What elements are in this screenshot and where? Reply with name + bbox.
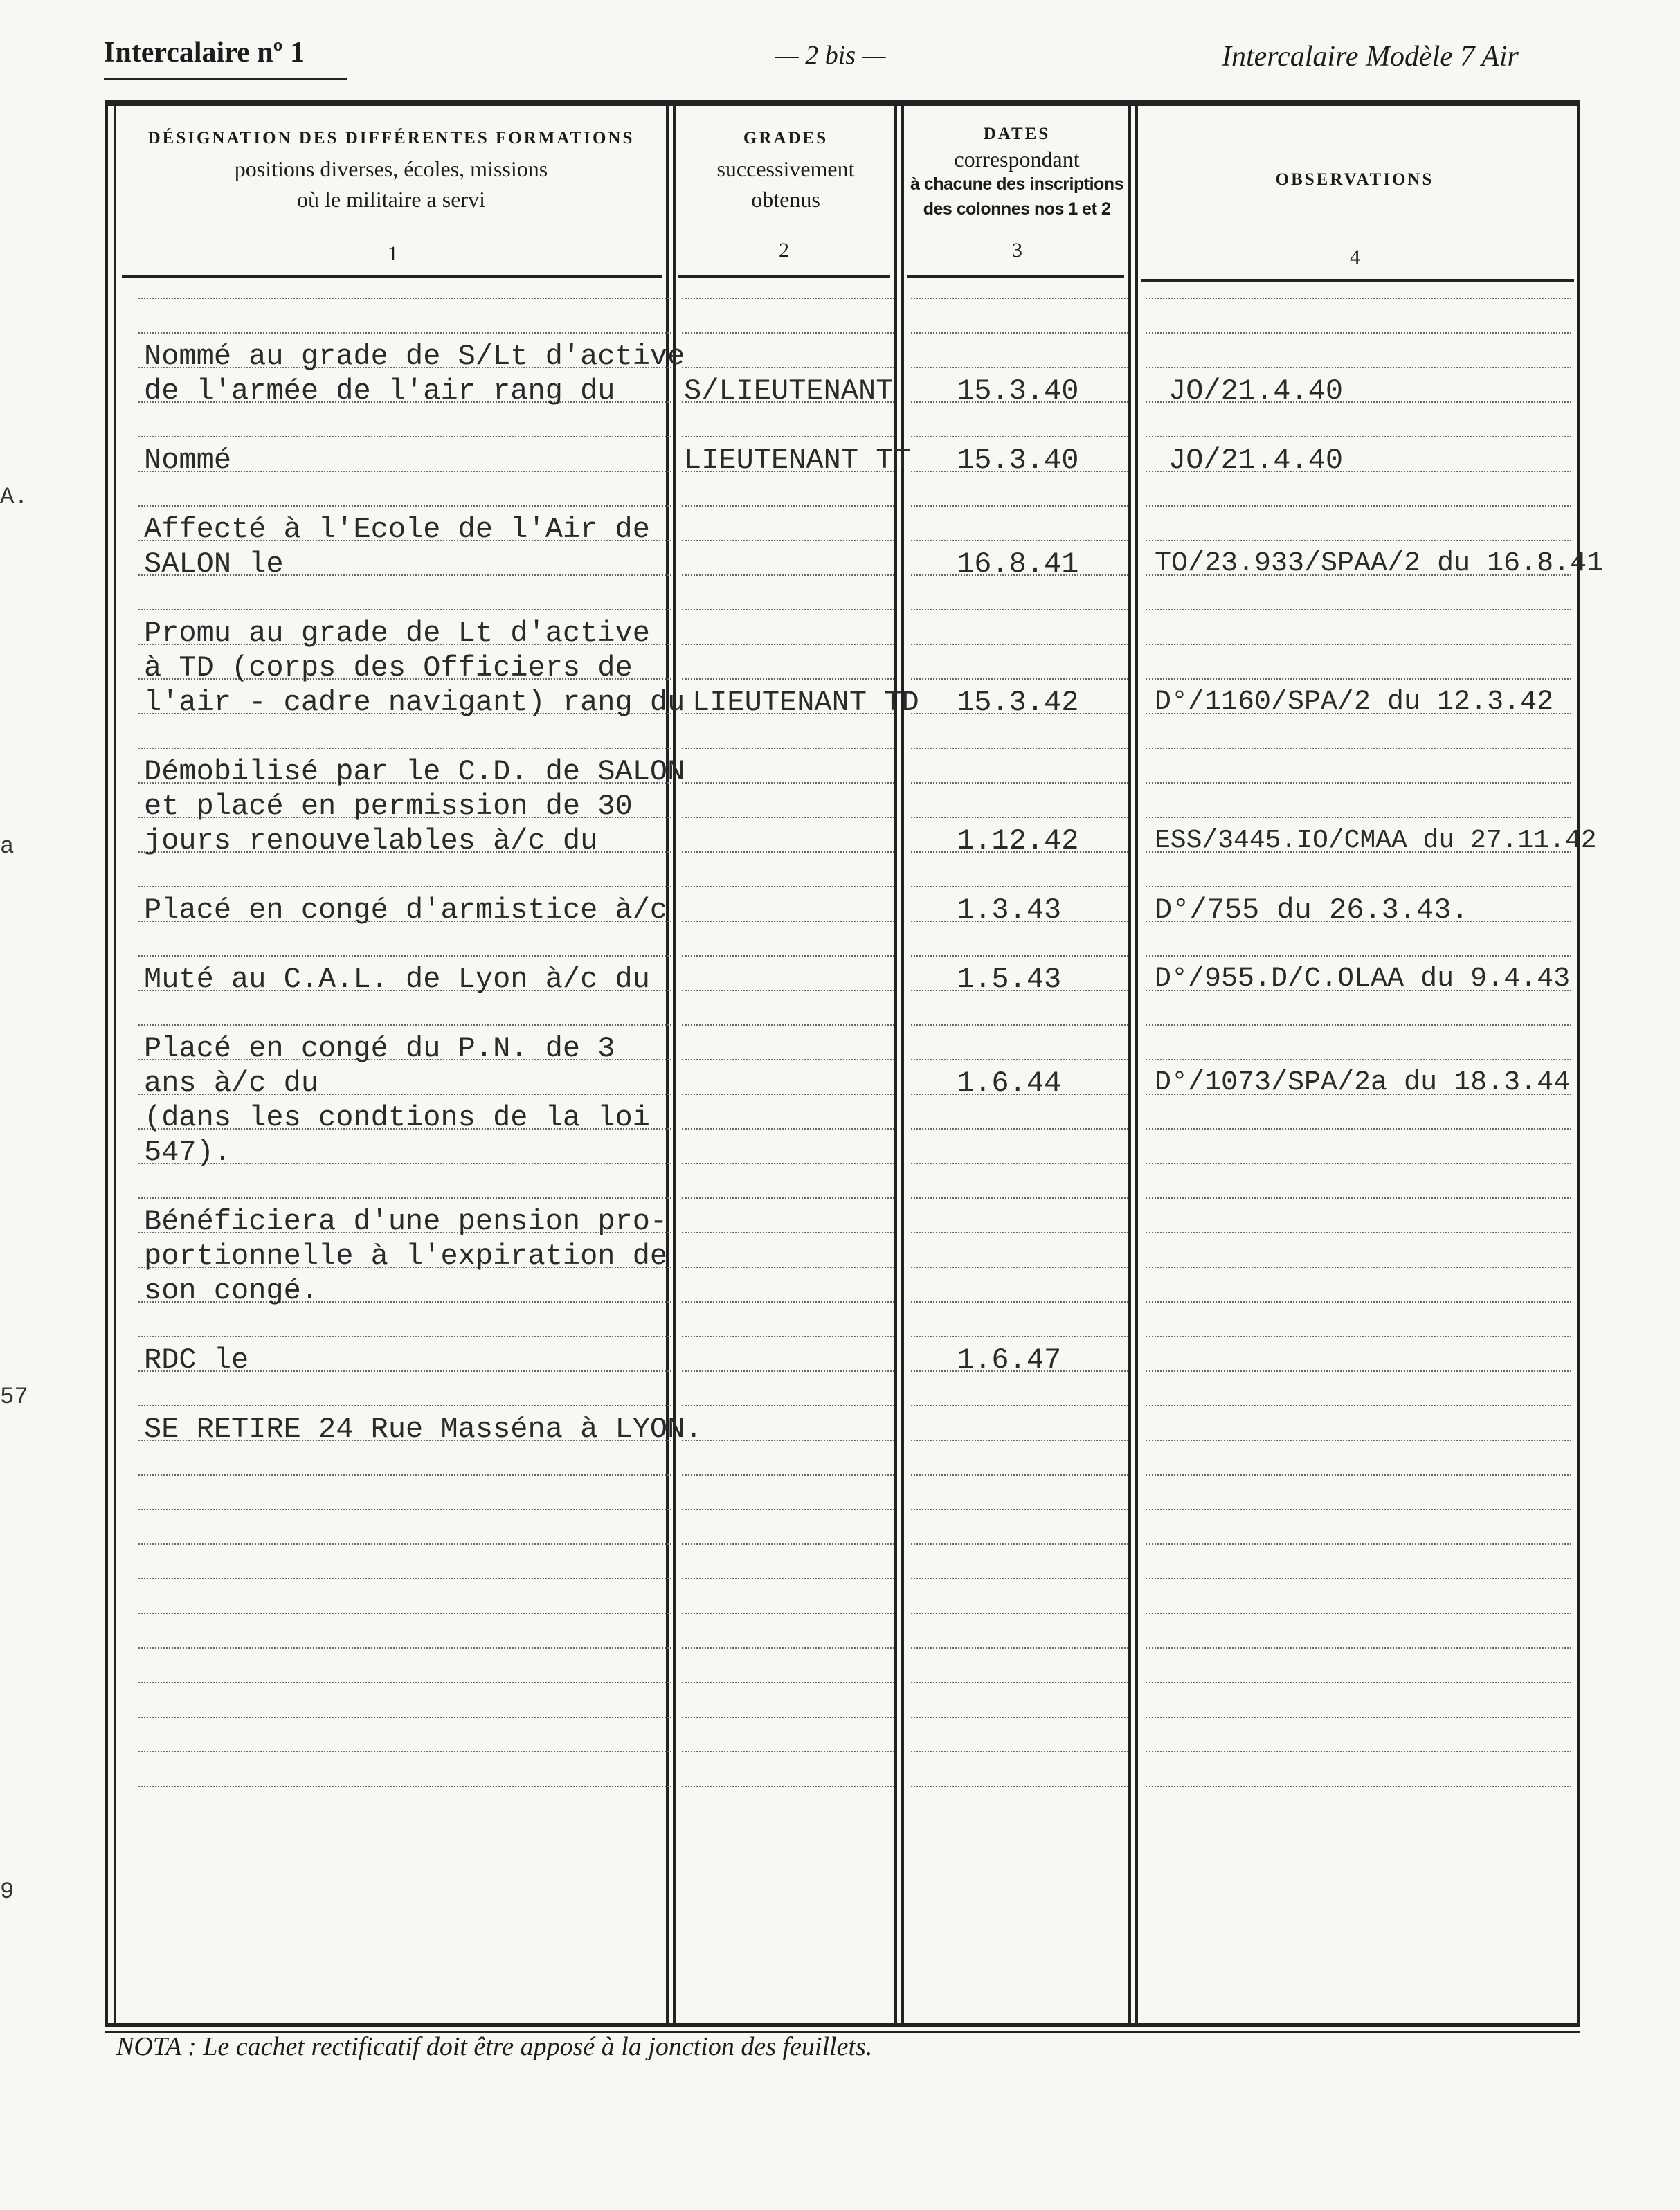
entry-text: SALON le: [144, 547, 284, 581]
margin-mark: A.: [0, 484, 28, 511]
observation-value: D°/755 du 26.3.43.: [1155, 894, 1469, 927]
ruled-line: [1146, 1024, 1571, 1026]
ruled-line: [138, 1751, 671, 1752]
ruled-line: [911, 1578, 1128, 1579]
ruled-line: [682, 1647, 894, 1649]
ruled-line: [682, 817, 894, 818]
column-header-formations: DÉSIGNATION DES DIFFÉRENTES FORMATIONS positions diverses, écoles, missions où le militaire a servi: [147, 129, 635, 212]
ruled-line: [1146, 1128, 1571, 1130]
ruled-line: [1146, 332, 1571, 334]
entry-text: Nommé: [144, 444, 232, 477]
date-value: 15.3.42: [957, 686, 1079, 719]
ruled-line: [911, 1059, 1128, 1060]
entry-text: Nommé au grade de S/Lt d'active: [144, 340, 685, 373]
ruled-line: [1146, 1059, 1571, 1060]
ruled-line: [138, 1405, 671, 1406]
ruled-line: [682, 1128, 894, 1130]
entry-text: et placé en permission de 30: [144, 790, 633, 823]
ruled-line: [911, 609, 1128, 610]
ruled-line: [1146, 1301, 1571, 1303]
entry-text: son congé.: [144, 1274, 319, 1307]
ruled-line: [138, 1509, 671, 1510]
ruled-line: [1146, 1163, 1571, 1164]
date-value: 15.3.40: [957, 374, 1079, 408]
ruled-line: [682, 574, 894, 576]
column-header-observations: OBSERVATIONS: [1275, 170, 1434, 189]
ruled-line: [682, 1509, 894, 1510]
observation-value: D°/955.D/C.OLAA du 9.4.43: [1155, 963, 1571, 995]
ruled-line: [138, 1543, 671, 1545]
ruled-line: [682, 1370, 894, 1372]
ruled-line: [682, 678, 894, 680]
ruled-line: [911, 1717, 1128, 1718]
ruled-line: [682, 1232, 894, 1233]
ruled-line: [911, 1232, 1128, 1233]
ruled-line: [682, 367, 894, 368]
ruled-line: [1146, 748, 1571, 749]
page-number: — 2 bis —: [775, 41, 886, 70]
grade-value: S/LIEUTENANT: [684, 374, 894, 408]
observation-value: TO/23.933/SPAA/2 du 16.8.41: [1155, 548, 1604, 579]
ruled-line: [911, 1751, 1128, 1752]
ruled-line: [682, 1578, 894, 1579]
ruled-line: [682, 1543, 894, 1545]
ruled-line: [1146, 1474, 1571, 1476]
column-header-grades: GRADES successivement obtenus: [716, 129, 855, 212]
ruled-line: [1146, 1267, 1571, 1268]
ruled-line: [1146, 609, 1571, 610]
form-reference: Intercalaire nº 1: [104, 37, 305, 69]
ruled-line: [138, 1682, 671, 1683]
observation-value: ESS/3445.IO/CMAA du 27.11.42: [1155, 826, 1597, 855]
ruled-line: [1146, 505, 1571, 507]
date-value: 1.3.43: [957, 894, 1062, 927]
ruled-line: [911, 436, 1128, 437]
column-number: 1: [388, 242, 398, 265]
entry-text: de l'armée de l'air rang du: [144, 374, 615, 408]
date-value: 15.3.40: [957, 444, 1079, 477]
entry-text: (dans les condtions de la loi: [144, 1101, 650, 1134]
form-reference-underline: [104, 78, 347, 80]
ruled-line: [1146, 1786, 1571, 1787]
ruled-line: [682, 1059, 894, 1060]
ruled-line: [911, 1301, 1128, 1303]
ruled-line: [911, 1024, 1128, 1026]
ruled-line: [1146, 1647, 1571, 1649]
ruled-line: [682, 540, 894, 541]
ruled-line: [911, 1613, 1128, 1614]
ruled-line: [1146, 1405, 1571, 1406]
ruled-line: [911, 1128, 1128, 1130]
ruled-line: [138, 1336, 671, 1337]
ruled-line: [911, 955, 1128, 957]
ruled-line: [1146, 1440, 1571, 1441]
ruled-line: [682, 1751, 894, 1752]
ruled-line: [911, 1163, 1128, 1164]
ruled-line: [682, 1336, 894, 1337]
ruled-line: [911, 644, 1128, 645]
ruled-line: [1146, 1509, 1571, 1510]
ruled-line: [1146, 1543, 1571, 1545]
ruled-line: [682, 1094, 894, 1095]
date-value: 1.6.47: [957, 1343, 1062, 1377]
ruled-line: [1146, 298, 1571, 299]
ruled-line: [682, 332, 894, 334]
ruled-line: [682, 1786, 894, 1787]
ruled-line: [911, 678, 1128, 680]
ruled-line: [682, 748, 894, 749]
date-value: 1.6.44: [957, 1067, 1062, 1100]
date-value: 1.5.43: [957, 963, 1062, 996]
ruled-line: [1146, 782, 1571, 784]
ruled-line: [911, 1405, 1128, 1406]
ruled-line: [1146, 1682, 1571, 1683]
ruled-line: [138, 1474, 671, 1476]
ruled-line: [1146, 1717, 1571, 1718]
ruled-line: [682, 1267, 894, 1268]
ruled-line: [911, 1509, 1128, 1510]
entry-text: Affecté à l'Ecole de l'Air de: [144, 513, 650, 546]
ruled-line: [911, 1647, 1128, 1649]
observation-value: D°/1073/SPA/2a du 18.3.44: [1155, 1067, 1571, 1098]
ruled-line: [682, 782, 894, 784]
entry-text: ans à/c du: [144, 1067, 319, 1100]
entry-text: Placé en congé d'armistice à/c: [144, 894, 668, 927]
grade-value: LIEUTENANT TT: [684, 444, 911, 477]
form-model: Intercalaire Modèle 7 Air: [1222, 41, 1519, 73]
ruled-line: [1146, 678, 1571, 680]
entry-text: RDC le: [144, 1343, 249, 1377]
ruled-line: [682, 921, 894, 922]
ruled-line: [682, 644, 894, 645]
entry-text: SE RETIRE 24 Rue Masséna à LYON.: [144, 1413, 703, 1446]
ruled-line: [682, 1301, 894, 1303]
ruled-line: [911, 1197, 1128, 1199]
ruled-line: [1146, 367, 1571, 368]
ruled-line: [138, 332, 671, 334]
ruled-line: [911, 1682, 1128, 1683]
grade-value: LIEUTENANT TD: [692, 686, 919, 719]
ruled-line: [682, 1024, 894, 1026]
ruled-line: [911, 817, 1128, 818]
ruled-line: [1146, 955, 1571, 957]
ruled-line: [138, 1197, 671, 1199]
ruled-line: [1146, 1613, 1571, 1614]
ruled-line: [1146, 644, 1571, 645]
ruled-line: [1146, 540, 1571, 541]
ruled-line: [911, 1474, 1128, 1476]
ruled-line: [911, 332, 1128, 334]
ruled-line: [1146, 1232, 1571, 1233]
ruled-line: [138, 1613, 671, 1614]
ruled-line: [138, 1786, 671, 1787]
entry-text: à TD (corps des Officiers de: [144, 651, 633, 685]
entry-text: Bénéficiera d'une pension pro-: [144, 1205, 668, 1238]
ruled-line: [138, 1647, 671, 1649]
ruled-line: [1146, 1751, 1571, 1752]
ruled-line: [138, 748, 671, 749]
column-number: 4: [1350, 246, 1360, 269]
ruled-line: [138, 1717, 671, 1718]
ruled-line: [682, 1474, 894, 1476]
ruled-line: [911, 1543, 1128, 1545]
entry-text: Placé en congé du P.N. de 3: [144, 1032, 615, 1065]
ruled-line: [911, 1267, 1128, 1268]
ruled-line: [911, 748, 1128, 749]
column-number: 3: [1012, 239, 1022, 262]
ruled-line: [682, 851, 894, 853]
entry-text: jours renouvelables à/c du: [144, 824, 598, 858]
ruled-line: [911, 782, 1128, 784]
ruled-line: [682, 609, 894, 610]
ruled-line: [1146, 1370, 1571, 1372]
ruled-line: [138, 1024, 671, 1026]
entry-text: Muté au C.A.L. de Lyon à/c du: [144, 963, 650, 996]
ruled-line: [911, 298, 1128, 299]
ruled-line: [1146, 817, 1571, 818]
ruled-line: [682, 1405, 894, 1406]
ruled-line: [682, 1163, 894, 1164]
ruled-line: [911, 367, 1128, 368]
ruled-line: [911, 886, 1128, 887]
entry-text: Promu au grade de Lt d'active: [144, 617, 650, 650]
ruled-line: [911, 540, 1128, 541]
column-header-dates: DATES correspondant à chacune des inscriptions des colonnes nos 1 et 2: [910, 125, 1123, 219]
ruled-line: [138, 886, 671, 887]
ruled-line: [682, 1613, 894, 1614]
ruled-line: [682, 1197, 894, 1199]
ruled-line: [1146, 1197, 1571, 1199]
margin-mark: a: [0, 834, 15, 860]
ruled-line: [682, 1717, 894, 1718]
observation-value: D°/1160/SPA/2 du 12.3.42: [1155, 687, 1554, 718]
ruled-line: [911, 1440, 1128, 1441]
ruled-line: [682, 955, 894, 957]
entry-text: Démobilisé par le C.D. de SALON: [144, 755, 685, 788]
ruled-line: [1146, 436, 1571, 437]
ruled-line: [138, 1578, 671, 1579]
ruled-line: [682, 1440, 894, 1441]
ruled-line: [138, 609, 671, 610]
ruled-line: [1146, 1336, 1571, 1337]
observation-value: JO/21.4.40: [1168, 374, 1344, 408]
footer-note: NOTA : Le cachet rectificatif doit être apposé à la jonction des feuillets.: [116, 2032, 873, 2061]
ruled-line: [138, 298, 671, 299]
column-number: 2: [779, 239, 789, 262]
ruled-line: [682, 298, 894, 299]
ruled-line: [138, 955, 671, 957]
ruled-line: [911, 1336, 1128, 1337]
ruled-line: [682, 436, 894, 437]
margin-mark: 57: [0, 1384, 28, 1411]
ruled-line: [682, 886, 894, 887]
entry-text: 547).: [144, 1136, 232, 1169]
ruled-line: [138, 505, 671, 507]
entry-text: portionnelle à l'expiration de: [144, 1240, 668, 1273]
observation-value: JO/21.4.40: [1168, 444, 1344, 477]
ruled-line: [138, 436, 671, 437]
ruled-line: [682, 505, 894, 507]
ruled-line: [911, 1786, 1128, 1787]
ruled-line: [682, 990, 894, 991]
entry-text: l'air - cadre navigant) rang du: [144, 686, 685, 719]
ruled-line: [1146, 886, 1571, 887]
ruled-line: [911, 505, 1128, 507]
date-value: 16.8.41: [957, 547, 1079, 581]
ruled-line: [1146, 1578, 1571, 1579]
ruled-line: [682, 1682, 894, 1683]
margin-mark: 9: [0, 1879, 15, 1905]
date-value: 1.12.42: [957, 824, 1079, 858]
